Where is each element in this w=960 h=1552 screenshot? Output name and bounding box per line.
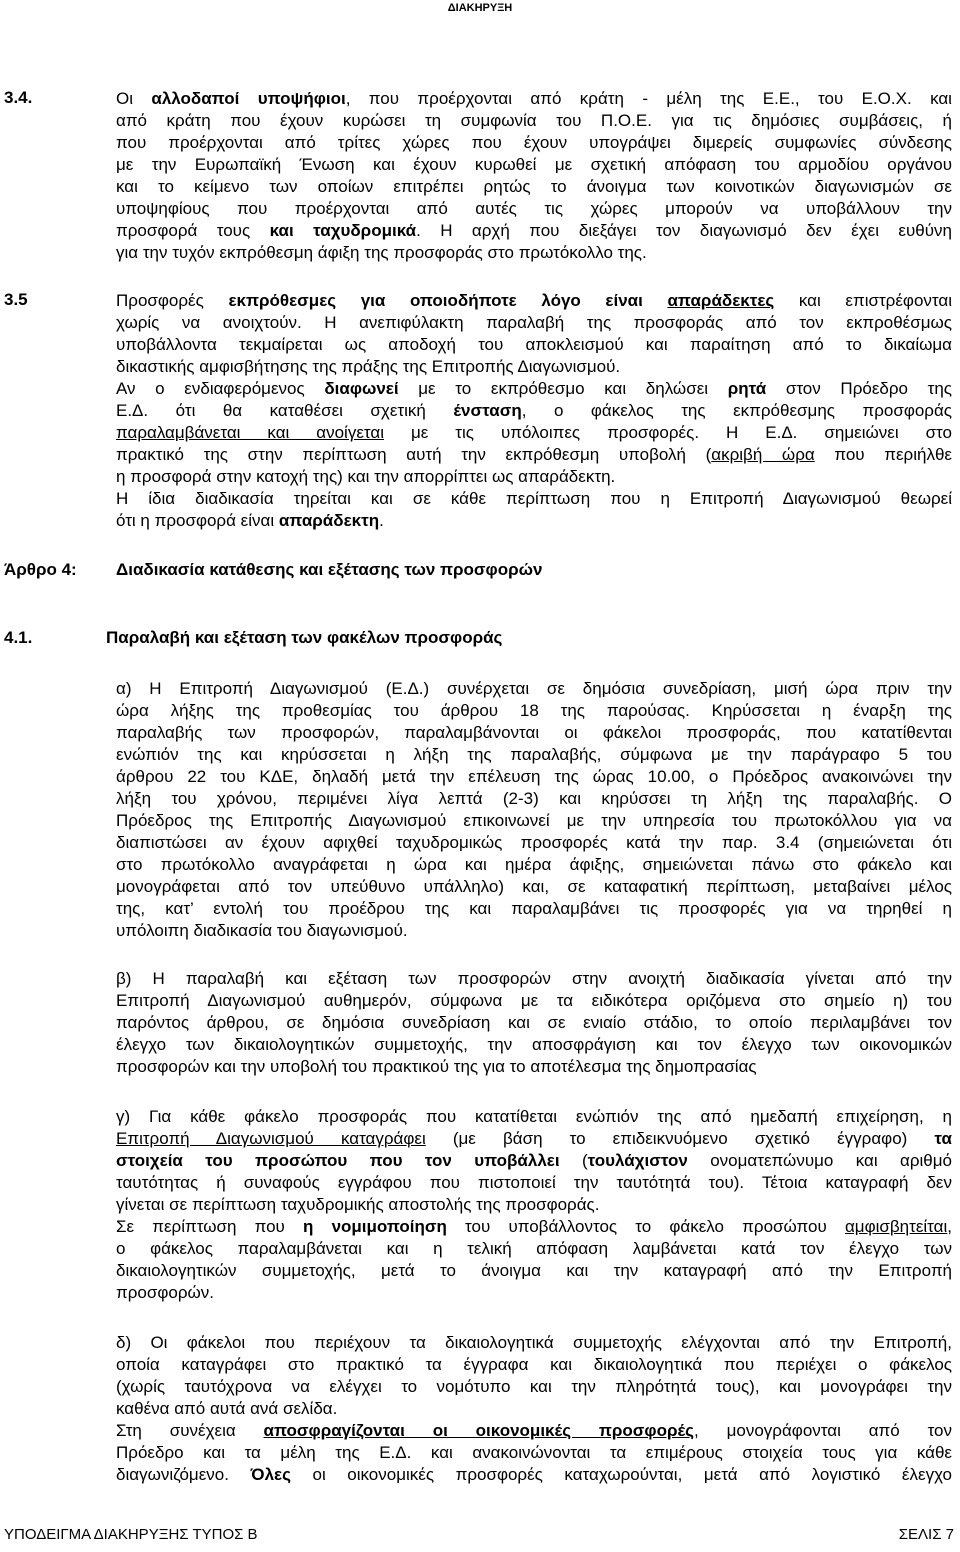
section-3-4-line: για την τυχόν εκπρόθεσμη άφιξη της προσφοράς στο πρωτόκολλο της. xyxy=(116,243,647,262)
section-3-4-line: και το κείμενο των οποίων επιτρέπει ρητώς το άνοιγμα των κοινοτικών διαγωνισμών σε xyxy=(116,177,952,196)
section-3-5-number: 3.5 xyxy=(4,290,28,309)
paragraph-line: καθένα από αυτά ανά σελίδα. xyxy=(116,1399,338,1418)
paragraph-line: λήξη του χρόνου, περιμένει λίγα λεπτά (2-3) και κηρύσσει τη λήξη της παραλαβής. Ο xyxy=(116,789,952,808)
section-4-1-number: 4.1. xyxy=(4,628,33,647)
section-3-5-line: υποβάλλοντα τεκμαίρεται ως αποδοχή του αποκλεισμού και παραίτηση από το δικαίωμα xyxy=(116,335,952,354)
section-3-4-line: υποψηφίους που προέρχονται από αυτές τις χώρες μπορούν να υποβάλλουν την xyxy=(116,199,952,218)
paragraph-line: ώρα λήξης της προθεσμίας του άρθρου 18 της παρούσας. Κηρύσσεται η έναρξη της xyxy=(116,701,952,720)
section-3-4-line: Οι αλλοδαποί υποψήφιοι, που προέρχονται από κράτη - μέλη της Ε.Ε., του Ε.Ο.Χ. και xyxy=(116,89,952,108)
paragraph-line: β) Η παραλαβή και εξέταση των προσφορών στην ανοιχτή διαδικασία γίνεται από την xyxy=(116,969,952,988)
paragraph-line: Πρόεδρος της Επιτροπής Διαγωνισμού επικοινωνεί με την υπηρεσία του πρωτοκόλλου για να xyxy=(116,811,952,830)
section-3-4-line: που προέρχονται από τρίτες χώρες που έχουν υπογράψει διμερείς συμφωνίες σύνδεσης xyxy=(116,133,952,152)
paragraph-line: προσφορών και την υποβολή του πρακτικού της για το αποτέλεσμα της δημοπρασίας xyxy=(116,1057,757,1076)
paragraph-line: διαγωνιζόμενο. Όλες οι οικονομικές προσφορές καταχωρούνται, μετά από λογιστικό έλεγχο xyxy=(116,1465,952,1484)
section-3-5-line: χωρίς να ανοιχτούν. Η ανεπιφύλακτη παραλαβή της προσφοράς από τον εκπροθέσμως xyxy=(116,313,952,332)
paragraph-line: διαπιστώσει αν έχουν αφιχθεί ταχυδρομικώς προσφορές κατά την παρ. 3.4 (σημειώνεται ότι xyxy=(116,833,952,852)
footer-document-title: ΥΠΟΔΕΙΓΜΑ ΔΙΑΚΗΡΥΞΗΣ ΤΥΠΟΣ Β xyxy=(4,1526,258,1543)
paragraph-line: στο πρωτόκολλο αναγράφεται η ώρα και ημέρα άφιξης, σημειώνεται πάνω στο φάκελο και xyxy=(116,855,952,874)
paragraph-line: ο φάκελος παραλαμβάνεται και η τελική απόφαση λαμβάνεται κατά τον έλεγχο των xyxy=(116,1239,952,1258)
paragraph-line: Πρόεδρο και τα μέλη της Ε.Δ. και ανακοινώνονται τα επιμέρους στοιχεία τους για κάθε xyxy=(116,1443,952,1462)
section-4-1-title: Παραλαβή και εξέταση των φακέλων προσφοράς xyxy=(106,628,503,647)
section-3-5-line: πρακτικό της στην περίπτωση αυτή την εκπρόθεσμη υποβολή (ακριβή ώρα που περιήλθε xyxy=(116,445,952,464)
page-footer xyxy=(4,1526,954,1543)
section-3-5-line: Αν ο ενδιαφερόμενος διαφωνεί με το εκπρόθεσμο και δηλώσει ρητά στον Πρόεδρο της xyxy=(116,379,952,398)
paragraph-line: α) Η Επιτροπή Διαγωνισμού (Ε.Δ.) συνέρχεται σε δημόσια συνεδρίαση, μισή ώρα πριν την xyxy=(116,679,952,698)
paragraph-line: ενώπιόν της και κηρύσσεται η λήξη της παραλαβής, σύμφωνα με την παράγραφο 5 του xyxy=(116,745,952,764)
paragraph-line: Σε περίπτωση που η νομιμοποίηση του υποβάλλοντος το φάκελο προσώπου αμφισβητείται, xyxy=(116,1217,952,1236)
section-3-5-line: η προσφορά στην κατοχή της) και την απορρίπτει ως απαράδεκτη. xyxy=(116,467,616,486)
paragraph-line: στοιχεία του προσώπου που τον υποβάλλει (τουλάχιστον ονοματεπώνυμο και αριθμό xyxy=(116,1151,953,1170)
paragraph-line: Επιτροπή Διαγωνισμού καταγράφει (με βάση το επιδεικνυόμενο σχετικό έγγραφο) τα xyxy=(116,1129,952,1148)
paragraph-line: γ) Για κάθε φάκελο προσφοράς που κατατίθεται ενώπιόν της από ημεδαπή επιχείρηση, η xyxy=(116,1107,952,1126)
paragraph-line: προσφορών. xyxy=(116,1283,214,1302)
paragraph-line: οποία καταγράφει στο πρακτικό τα έγγραφα και δικαιολογητικά που περιέχει ο φάκελος xyxy=(116,1355,952,1374)
paragraph-line: Επιτροπή Διαγωνισμού αυθημερόν, σύμφωνα με τα ειδικότερα οριζόμενα στο σημείο η) του xyxy=(116,991,952,1010)
paragraph-line: παρόντος άρθρου, σε δημόσια συνεδρίαση και σε ενιαίο στάδιο, το οποίο περιλαμβάνει τον xyxy=(116,1013,952,1032)
page-header: ΔΙΑΚΗΡΥΞΗ xyxy=(447,2,513,14)
article-4-title: Διαδικασία κατάθεσης και εξέτασης των προσφορών xyxy=(116,560,543,579)
section-3-4-line: από κράτη που έχουν κυρώσει τη συμφωνία του Π.Ο.Ε. για τις δημόσιες συμβάσεις, ή xyxy=(116,111,952,130)
section-3-5-line: Ε.Δ. ότι θα καταθέσει σχετική ένσταση, ο φάκελος της εκπρόθεσμης προσφοράς xyxy=(116,401,952,420)
paragraph-line: άρθρου 22 του ΚΔΕ, δηλαδή μετά την επέλευση της ώρας 10.00, ο Πρόεδρος ανακοινώνει την xyxy=(116,767,952,786)
section-3-5-line: παραλαμβάνεται και ανοίγεται με τις υπόλοιπες προσφορές. Η Ε.Δ. σημειώνει στο xyxy=(116,423,952,442)
paragraph-line: γίνεται σε περίπτωση ταχυδρομικής αποστολής της προσφοράς. xyxy=(116,1195,600,1214)
paragraph-line: Στη συνέχεια αποσφραγίζονται οι οικονομικές προσφορές, μονογράφονται από τον xyxy=(116,1421,952,1440)
paragraph-line: υπόλοιπη διαδικασία του διαγωνισμού. xyxy=(116,921,408,940)
section-3-5-line: δικαστικής αμφισβήτησης της πράξης της Επιτροπής Διαγωνισμού. xyxy=(116,357,621,376)
paragraph-line: έλεγχο των δικαιολογητικών συμμετοχής, την αποσφράγιση και τον έλεγχο των οικονομικών xyxy=(116,1035,952,1054)
section-3-4-line: προσφορά τους και ταχυδρομικά. Η αρχή που διεξάγει τον διαγωνισμό δεν έχει ευθύνη xyxy=(116,221,952,240)
paragraph-line: μονογράφεται από τον υπεύθυνο υπάλληλο) και, σε καταφατική περίπτωση, μεταβαίνει μέλος xyxy=(116,877,952,896)
paragraph-line: παραλαβής των προσφορών, παραλαμβάνονται οι φάκελοι προσφοράς, που κατατίθενται xyxy=(116,723,952,742)
section-3-5-line: Η ίδια διαδικασία τηρείται και σε κάθε περίπτωση που η Επιτροπή Διαγωνισμού θεωρεί xyxy=(116,489,952,508)
paragraph-line: δ) Οι φάκελοι που περιέχουν τα δικαιολογητικά συμμετοχής ελέγχονται από την Επιτροπή, xyxy=(116,1333,952,1352)
section-3-4-line: με την Ευρωπαϊκή Ένωση και έχουν κυρωθεί με σχετική απόφαση του αρμοδίου οργάνου xyxy=(116,155,952,174)
section-3-5-line: ότι η προσφορά είναι απαράδεκτη. xyxy=(116,511,384,530)
section-3-5-line: Προσφορές εκπρόθεσμες για οποιοδήποτε λόγο είναι απαράδεκτες και επιστρέφονται xyxy=(116,291,952,310)
section-3-4-number: 3.4. xyxy=(4,88,33,107)
footer-page-number: ΣΕΛΙΣ 7 xyxy=(898,1526,954,1543)
paragraph-line: ταυτότητας ή συναφούς εγγράφου που πιστοποιεί την ταυτότητά του). Τέτοια καταγραφή δεν xyxy=(116,1173,952,1192)
paragraph-line: δικαιολογητικών συμμετοχής, μετά το άνοιγμα και την καταγραφή από την Επιτροπή xyxy=(116,1261,952,1280)
paragraph-line: (χωρίς ταυτόχρονα να ελέγχει το νομότυπο και την πληρότητά τους), και μονογράφει την xyxy=(116,1377,952,1396)
paragraph-line: της, κατ’ εντολή του προέδρου της και παραλαμβάνει τις προσφορές για να τηρηθεί η xyxy=(116,899,952,918)
article-4-label: Άρθρο 4: xyxy=(4,560,77,579)
